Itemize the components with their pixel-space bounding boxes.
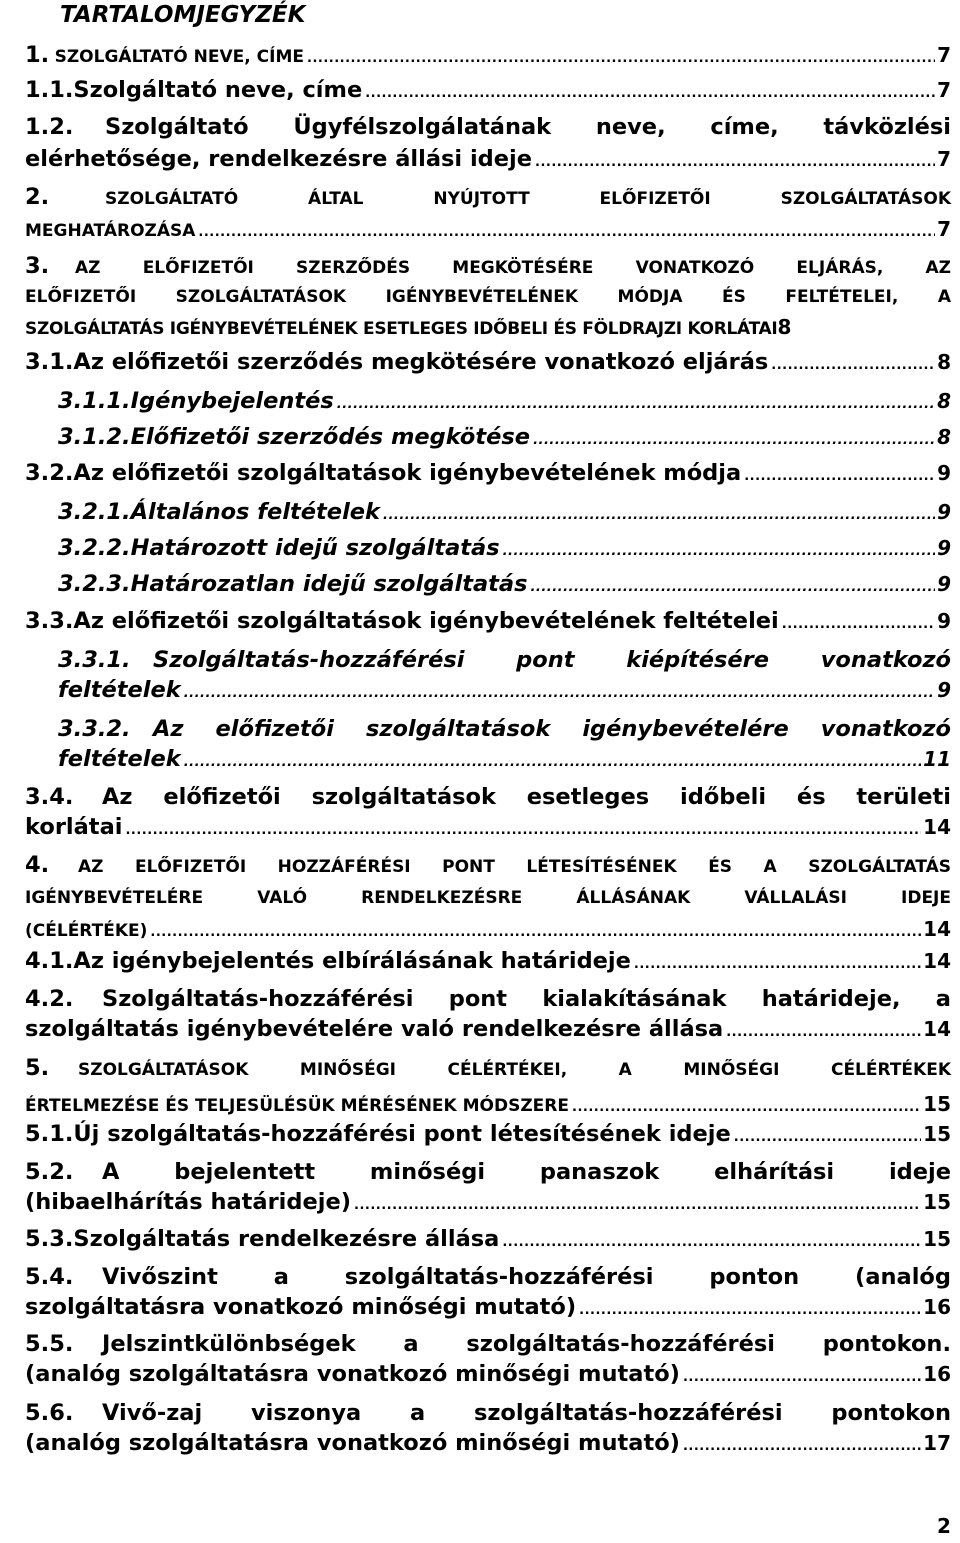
entry-number: 3.2.: [25, 460, 74, 486]
entry-page: 9: [937, 609, 951, 633]
dot-leader: [533, 424, 935, 450]
entry-label-line2: szolgáltatás igénybevételére való rendelkezésre állása: [25, 1016, 724, 1042]
entry-label-line2: MEGHATÁROZÁSA: [25, 221, 196, 241]
toc-entry-1-2[interactable]: [25, 114, 951, 172]
toc-entry-4[interactable]: [25, 852, 951, 942]
entry-label-line1: Szolgáltatás-hozzáférési pont kiépítésére vonatkozó: [153, 647, 951, 673]
entry-page: 14: [923, 917, 951, 941]
toc-entry-3-3[interactable]: [25, 608, 951, 634]
entry-label-line2: feltételek: [58, 677, 181, 703]
entry-label-line1: SZOLGÁLTATÓ ÁLTAL NYÚJTOTT ELŐFIZETŐI SZOLGÁLTATÁSOK: [105, 189, 951, 209]
entry-label-line1: Vivő-zaj viszonya a szolgáltatás-hozzáférési pontokon: [102, 1400, 951, 1426]
entry-label-line1: Szolgáltatás-hozzáférési pont kialakításának határideje, a: [102, 986, 951, 1012]
dot-leader: [150, 916, 921, 942]
entry-label-line1: AZ ELŐFIZETŐI SZERZŐDÉS MEGKÖTÉSÉRE VONATKOZÓ ELJÁRÁS, AZ: [75, 258, 951, 278]
dot-leader: [502, 1226, 921, 1252]
entry-number: 5.6.: [25, 1400, 74, 1426]
entry-page: 15: [923, 1092, 951, 1116]
entry-label-line2: (hibaelhárítás határideje): [25, 1189, 352, 1215]
entry-label: Szolgáltatás rendelkezésre állása: [73, 1226, 500, 1252]
dot-leader: [683, 1430, 921, 1456]
entry-label-line1: Vivőszint a szolgáltatás-hozzáférési ponton (analóg: [102, 1264, 951, 1290]
dot-leader: [184, 746, 921, 772]
entry-label: Általános feltételek: [130, 499, 380, 525]
entry-label-line3: (CÉLÉRTÉKE): [25, 921, 148, 941]
entry-page: 14: [923, 949, 951, 973]
toc-entry-4-1[interactable]: [25, 948, 951, 974]
entry-label-line2: (analóg szolgáltatásra vonatkozó minőségi mutató): [25, 1430, 680, 1456]
entry-label-line2: feltételek: [58, 746, 181, 772]
entry-number: 4.: [25, 852, 50, 878]
toc-entry-1[interactable]: [25, 42, 951, 68]
entry-number: 1.: [25, 42, 50, 68]
entry-number: 5.: [25, 1055, 50, 1081]
entry-page: 8: [937, 425, 951, 449]
entry-label-line1: AZ ELŐFIZETŐI HOZZÁFÉRÉSI PONT LÉTESÍTÉSÉNEK ÉS A SZOLGÁLTATÁS: [78, 857, 951, 877]
dot-leader: [125, 814, 921, 840]
entry-number: 5.3.: [25, 1226, 74, 1252]
entry-page: 17: [923, 1431, 951, 1455]
entry-number: 3.4.: [25, 784, 74, 810]
entry-page: 9: [937, 461, 951, 485]
dot-leader: [530, 571, 935, 597]
page-number: 2: [937, 1514, 951, 1538]
entry-page: 16: [923, 1362, 951, 1386]
entry-number: 3.1.2.: [58, 424, 131, 450]
toc-entry-3-4[interactable]: [25, 784, 951, 840]
toc-entry-3-2-3[interactable]: [58, 571, 951, 597]
dot-leader: [726, 1016, 921, 1042]
entry-number: 3.: [25, 253, 50, 279]
entry-number: 3.3.: [25, 608, 74, 634]
dot-leader: [337, 388, 935, 414]
toc-entry-2[interactable]: [25, 184, 951, 242]
toc-entry-3-3-2[interactable]: [58, 716, 951, 772]
toc-entry-1-1[interactable]: [25, 77, 951, 103]
entry-number: 4.2.: [25, 986, 74, 1012]
entry-page: 8: [937, 350, 951, 374]
entry-number: 3.1.1.: [58, 388, 131, 414]
toc-entry-5-2[interactable]: [25, 1159, 951, 1215]
entry-number: 5.1.: [25, 1121, 74, 1147]
toc-entry-3-2-1[interactable]: [58, 499, 951, 525]
entry-label: Az előfizetői szolgáltatások igénybevételének feltételei: [73, 608, 779, 634]
toc-entry-5[interactable]: [25, 1055, 951, 1117]
entry-page: 9: [937, 536, 951, 560]
entry-label-line1: Az előfizetői szolgáltatások esetleges időbeli és területi: [102, 784, 951, 810]
toc-entry-3[interactable]: [25, 253, 951, 339]
toc-entry-5-3[interactable]: [25, 1226, 951, 1252]
entry-label-line1: SZOLGÁLTATÁSOK MINŐSÉGI CÉLÉRTÉKEI, A MINŐSÉGI CÉLÉRTÉKEK: [78, 1060, 951, 1080]
entry-page: 7: [937, 217, 951, 241]
entry-label: SZOLGÁLTATÓ NEVE, CÍME: [54, 47, 304, 67]
entry-label-line2: szolgáltatásra vonatkozó minőségi mutató): [25, 1294, 577, 1320]
entry-label-line2: ÉRTELMEZÉSE ÉS TELJESÜLÉSÜK MÉRÉSÉNEK MÓDSZERE: [25, 1096, 569, 1116]
entry-page: 9: [937, 500, 951, 524]
entry-number: 4.1.: [25, 948, 74, 974]
entry-page: 9: [937, 678, 951, 702]
entry-page: 11: [923, 747, 951, 771]
dot-leader: [354, 1189, 921, 1215]
entry-number: 5.5.: [25, 1331, 74, 1357]
toc-entry-5-6[interactable]: [25, 1400, 951, 1456]
toc-entry-5-5[interactable]: [25, 1331, 951, 1387]
entry-label: Igénybejelentés: [130, 388, 334, 414]
entry-number: 1.2.: [25, 114, 74, 140]
entry-label-line1: Az előfizetői szolgáltatások igénybevételére vonatkozó: [153, 716, 951, 742]
entry-label-line3: SZOLGÁLTATÁS IGÉNYBEVÉTELÉNEK ESETLEGES IDŐBELI ÉS FÖLDRAJZI KORLÁTAI: [25, 319, 778, 339]
toc-entry-3-3-1[interactable]: [58, 647, 951, 703]
entry-label: Előfizetői szerződés megkötése: [130, 424, 531, 450]
dot-leader: [744, 460, 935, 486]
entry-label: Szolgáltató neve, címe: [73, 77, 363, 103]
entry-page: 8: [777, 315, 792, 339]
dot-leader: [198, 216, 935, 242]
toc-entry-3-2[interactable]: [25, 460, 951, 486]
entry-label-line1: Jelszintkülönbségek a szolgáltatás-hozzáférési pontokon.: [102, 1331, 951, 1357]
entry-label: Határozott idejű szolgáltatás: [130, 535, 500, 561]
entry-page: 7: [937, 147, 951, 171]
dot-leader: [535, 146, 935, 172]
entry-page: 7: [937, 43, 951, 67]
entry-label: Az igénybejelentés elbírálásának határideje: [73, 948, 631, 974]
dot-leader: [771, 349, 935, 375]
entry-label: Határozatlan idejű szolgáltatás: [130, 571, 528, 597]
toc-entry-3-2-2[interactable]: [58, 535, 951, 561]
toc-title: TARTALOMJEGYZÉK: [60, 2, 306, 28]
dot-leader: [503, 535, 935, 561]
entry-label-line2: IGÉNYBEVÉTELÉRE VALÓ RENDELKEZÉSRE ÁLLÁSÁNAK VÁLLALÁSI IDEJE: [25, 888, 951, 908]
toc-entry-3-1[interactable]: [25, 349, 951, 375]
toc-entry-5-4[interactable]: [25, 1264, 951, 1320]
entry-number: 3.2.1.: [58, 499, 131, 525]
dot-leader: [307, 42, 935, 68]
entry-number: 3.2.3.: [58, 571, 131, 597]
entry-number: 3.3.2.: [58, 716, 131, 742]
entry-page: 15: [923, 1190, 951, 1214]
entry-label-line2: korlátai: [25, 814, 123, 840]
entry-page: 14: [923, 1017, 951, 1041]
dot-leader: [572, 1091, 921, 1117]
entry-page: 14: [923, 815, 951, 839]
entry-label-line1: Szolgáltató Ügyfélszolgálatának neve, címe, távközlési: [105, 114, 951, 140]
entry-page: 15: [923, 1227, 951, 1251]
entry-number: 3.3.1.: [58, 647, 131, 673]
entry-number: 3.1.: [25, 349, 74, 375]
entry-number: 2.: [25, 184, 50, 210]
entry-number: 5.4.: [25, 1264, 74, 1290]
entry-label: Az előfizetői szerződés megkötésére vonatkozó eljárás: [73, 349, 769, 375]
dot-leader: [579, 1294, 921, 1320]
entry-label-line1: A bejelentett minőségi panaszok elhárítási ideje: [102, 1159, 951, 1185]
toc-entry-5-1[interactable]: [25, 1121, 951, 1147]
dot-leader: [184, 677, 935, 703]
entry-label-line2: ELŐFIZETŐI SZOLGÁLTATÁSOK IGÉNYBEVÉTELÉNEK MÓDJA ÉS FELTÉTELEI, A: [25, 287, 951, 307]
entry-label-line2: elérhetősége, rendelkezésre állási ideje: [25, 146, 533, 172]
entry-label: Az előfizetői szolgáltatások igénybevételének módja: [73, 460, 742, 486]
entry-page: 15: [923, 1122, 951, 1146]
entry-page: 7: [937, 78, 951, 102]
entry-label: Új szolgáltatás-hozzáférési pont létesítésének ideje: [73, 1121, 731, 1147]
dot-leader: [683, 1361, 921, 1387]
entry-number: 1.1.: [25, 77, 74, 103]
entry-page: 8: [937, 389, 951, 413]
toc-entry-4-2[interactable]: [25, 986, 951, 1042]
dot-leader: [782, 608, 935, 634]
dot-leader: [634, 948, 921, 974]
dot-leader: [383, 499, 935, 525]
entry-number: 5.2.: [25, 1159, 74, 1185]
toc-entry-3-1-1[interactable]: [58, 388, 951, 414]
dot-leader: [734, 1121, 921, 1147]
entry-number: 3.2.2.: [58, 535, 131, 561]
dot-leader: [365, 77, 935, 103]
entry-label-line2: (analóg szolgáltatásra vonatkozó minőségi mutató): [25, 1361, 680, 1387]
entry-page: 9: [937, 572, 951, 596]
toc-entry-3-1-2[interactable]: [58, 424, 951, 450]
entry-page: 16: [923, 1295, 951, 1319]
